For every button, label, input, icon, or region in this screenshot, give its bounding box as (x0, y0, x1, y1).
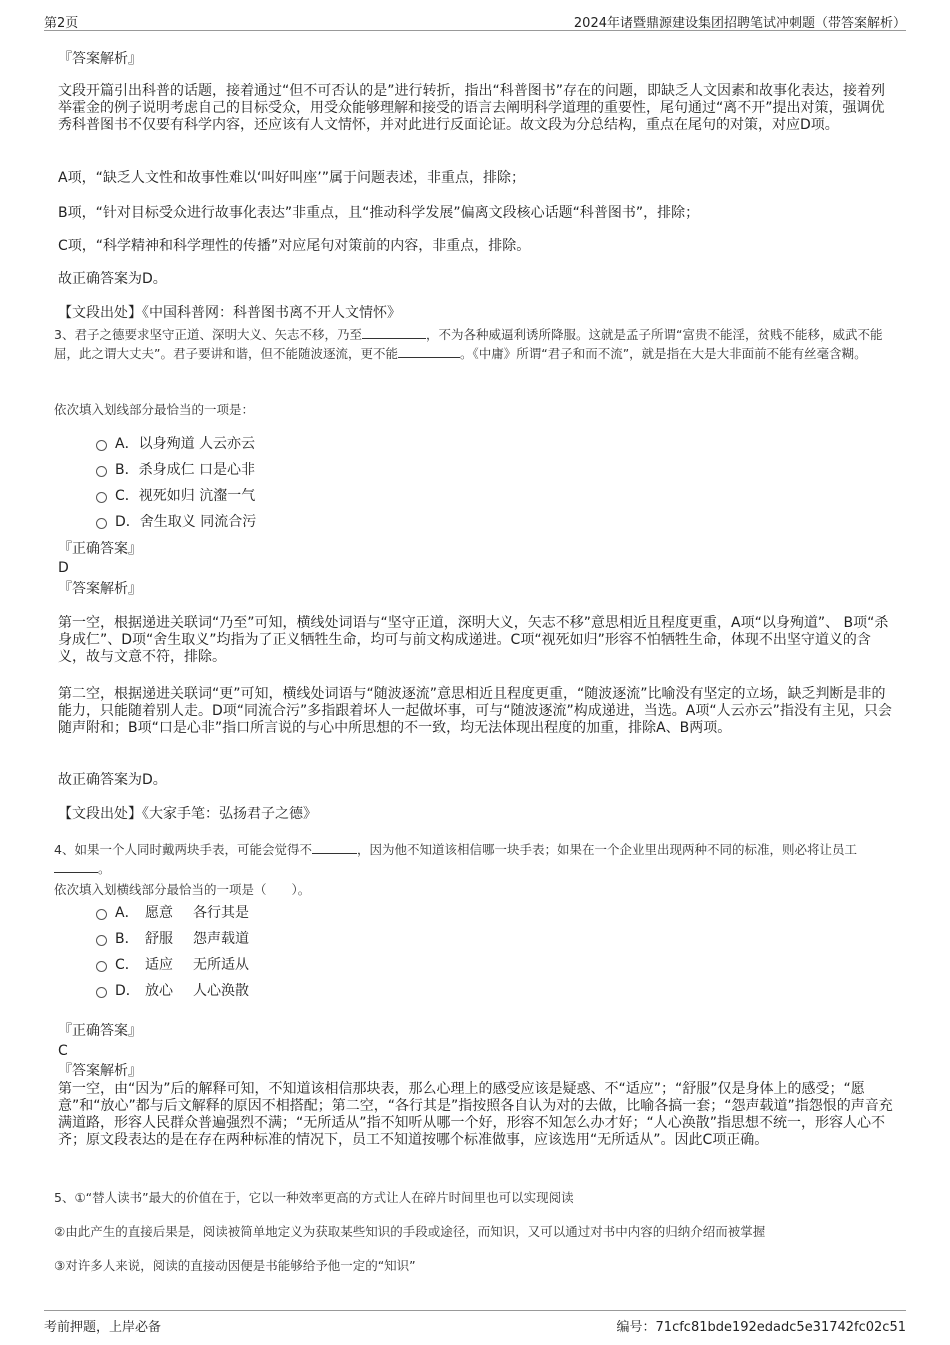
q2-analysis-option-c: C项，“科学精神和科学理性的传播”对应尾句对策前的内容，非重点，排除。 (58, 238, 531, 254)
answer-blank (312, 853, 357, 854)
analysis-label: 『答案解析』 (58, 51, 142, 67)
correct-answer-label: 『正确答案』 (58, 541, 142, 557)
q3-correct-answer: D (58, 560, 69, 576)
q5-sentence-3: ③对许多人来说，阅读的直接动因便是书能够给予他一定的“知识” (54, 1258, 416, 1273)
radio-button[interactable] (96, 492, 107, 503)
page-footer (44, 1310, 906, 1335)
radio-button[interactable] (96, 987, 107, 998)
q3-option-c[interactable]: C．视死如归 沆瀣一气 (96, 487, 255, 505)
radio-button[interactable] (96, 518, 107, 529)
q3-answer: 故正确答案为D。 (58, 772, 167, 788)
q2-answer: 故正确答案为D。 (58, 271, 167, 287)
q4-prompt: 依次填入划横线部分最恰当的一项是（ ）。 (54, 882, 311, 897)
page-header (44, 8, 906, 31)
page-number: 第2页 (44, 16, 79, 31)
analysis-label: 『答案解析』 (58, 1063, 142, 1079)
q4-option-b[interactable]: B． 舒服 怨声载道 (96, 930, 249, 948)
q2-analysis-paragraph: 文段开篇引出科普的话题，接着通过“但不可否认的是”进行转折，指出“科普图书”存在的问题，即缺乏人文因素和故事化表达，接着列举霍金的例子说明考虑自己的目标受众，用受众能够理解和接受的语言去阐明科学道理的重要性，尾句通过“离不开”提出对策，强调优秀科普图书不仅要有科学内容，还应该有人文情怀，并对此进行反面论证。故文段为分总结构，重点在尾句的对策，对应D项。 (58, 83, 886, 133)
q5-sentence-1: 5、①“替人读书”最大的价值在于，它以一种效率更高的方式让人在碎片时间里也可以实现阅读 (54, 1190, 574, 1205)
radio-button[interactable] (96, 466, 107, 477)
radio-button[interactable] (96, 909, 107, 920)
document-title: 2024年诸暨鼎源建设集团招聘笔试冲刺题（带答案解析） (573, 16, 906, 31)
answer-blank (362, 338, 426, 339)
q3-prompt: 依次填入划线部分最恰当的一项是： (54, 402, 255, 417)
q2-analysis-option-a: A项，“缺乏人文性和故事性难以‘叫好叫座’”属于问题表述，非重点，排除； (58, 170, 525, 186)
q4-analysis-paragraph: 第一空，由“因为”后的解释可知，不知道该相信那块表，那么心理上的感受应该是疑惑、不“适应”；“舒服”仅是身体上的感受；“愿意”和“放心”都与后文解释的原因不相搭配；第二空，“各行其是”指按照各自认为对的去做，比喻各搞一套；“怨声载道”指怨恨的声音充满道路，形容人民群众普遍强烈不满；“无所适从”指不知听从哪一个好，形容不知怎么办才好；“人心涣散”指思想不统一，形容人心不齐；原文段表达的是在存在两种标准的情况下，员工不知道按哪个标准做事，应该选用“无所适从”。因此C项正确。 (58, 1081, 893, 1148)
answer-blank (398, 357, 460, 358)
correct-answer-label: 『正确答案』 (58, 1023, 142, 1039)
radio-button[interactable] (96, 440, 107, 451)
answer-blank (54, 872, 98, 873)
q3-stem: 3、君子之德要求坚守正道、深明大义、矢志不移，乃至 ，不为各种威逼利诱所降服。这就是孟子所谓“富贵不能淫，贫贱不能移，威武不能屈，此之谓大丈夫”。君子要讲和谐，但不能随波逐流，更不能 。《中庸》所谓“君子和而不流”，就是指在大是大非面前不能有丝毫含糊。 (54, 327, 883, 361)
q3-option-a[interactable]: A．以身殉道 人云亦云 (96, 435, 255, 453)
q3-option-d[interactable]: D．舍生取义 同流合污 (96, 513, 256, 531)
q3-source: 【文段出处】《大家手笔：弘扬君子之德》 (58, 806, 317, 822)
q4-correct-answer: C (58, 1043, 68, 1059)
q4-stem: 4、如果一个人同时戴两块手表，可能会觉得不 ，因为他不知道该相信哪一块手表；如果在一个企业里出现两种不同的标准，则必将让员工。 (54, 842, 857, 876)
q3-option-b[interactable]: B．杀身成仁 口是心非 (96, 461, 255, 479)
q3-analysis-paragraph-2: 第二空，根据递进关联词“更”可知，横线处词语与“随波逐流”意思相近且程度更重，“随波逐流”比喻没有坚定的立场，缺乏判断是非的能力，只能随着别人走。D项“同流合污”多指跟着坏人一起做坏事，可与“随波逐流”构成递进，当选。A项“人云亦云”指没有主见，只会随声附和；B项“口是心非”指口所言说的与心中所思想的不一致，均无法体现出程度的加重，排除A、B两项。 (58, 686, 892, 736)
radio-button[interactable] (96, 935, 107, 946)
footer-slogan: 考前押题，上岸必备 (44, 1320, 162, 1335)
q2-source: 【文段出处】《中国科普网：科普图书离不开人文情怀》 (58, 305, 401, 321)
q2-analysis-option-b: B项，“针对目标受众进行故事化表达”非重点，且“推动科学发展”偏离文段核心话题“科普图书”，排除； (58, 205, 700, 221)
q4-option-c[interactable]: C． 适应 无所适从 (96, 956, 249, 974)
q3-analysis-paragraph-1: 第一空，根据递进关联词“乃至”可知，横线处词语与“坚守正道，深明大义，矢志不移”意思相近且程度更重，A项“以身殉道”、 B项“杀身成仁”、D项“舍生取义”均指为了正义牺牲生命，均可与前文构成递进。C项“视死如归”形容不怕牺牲生命，体现不出坚守道义的含义，故与文意不符，排除。 (58, 615, 889, 665)
document-id: 编号：71cfc81bde192edadc5e31742fc02c51 (616, 1320, 906, 1335)
q4-option-a[interactable]: A． 愿意 各行其是 (96, 904, 249, 922)
q5-sentence-2: ②由此产生的直接后果是，阅读被简单地定义为获取某些知识的手段或途径，而知识，又可以通过对书中内容的归纳介绍而被掌握 (54, 1224, 766, 1239)
q4-option-d[interactable]: D． 放心 人心涣散 (96, 982, 249, 1000)
radio-button[interactable] (96, 961, 107, 972)
analysis-label: 『答案解析』 (58, 581, 142, 597)
